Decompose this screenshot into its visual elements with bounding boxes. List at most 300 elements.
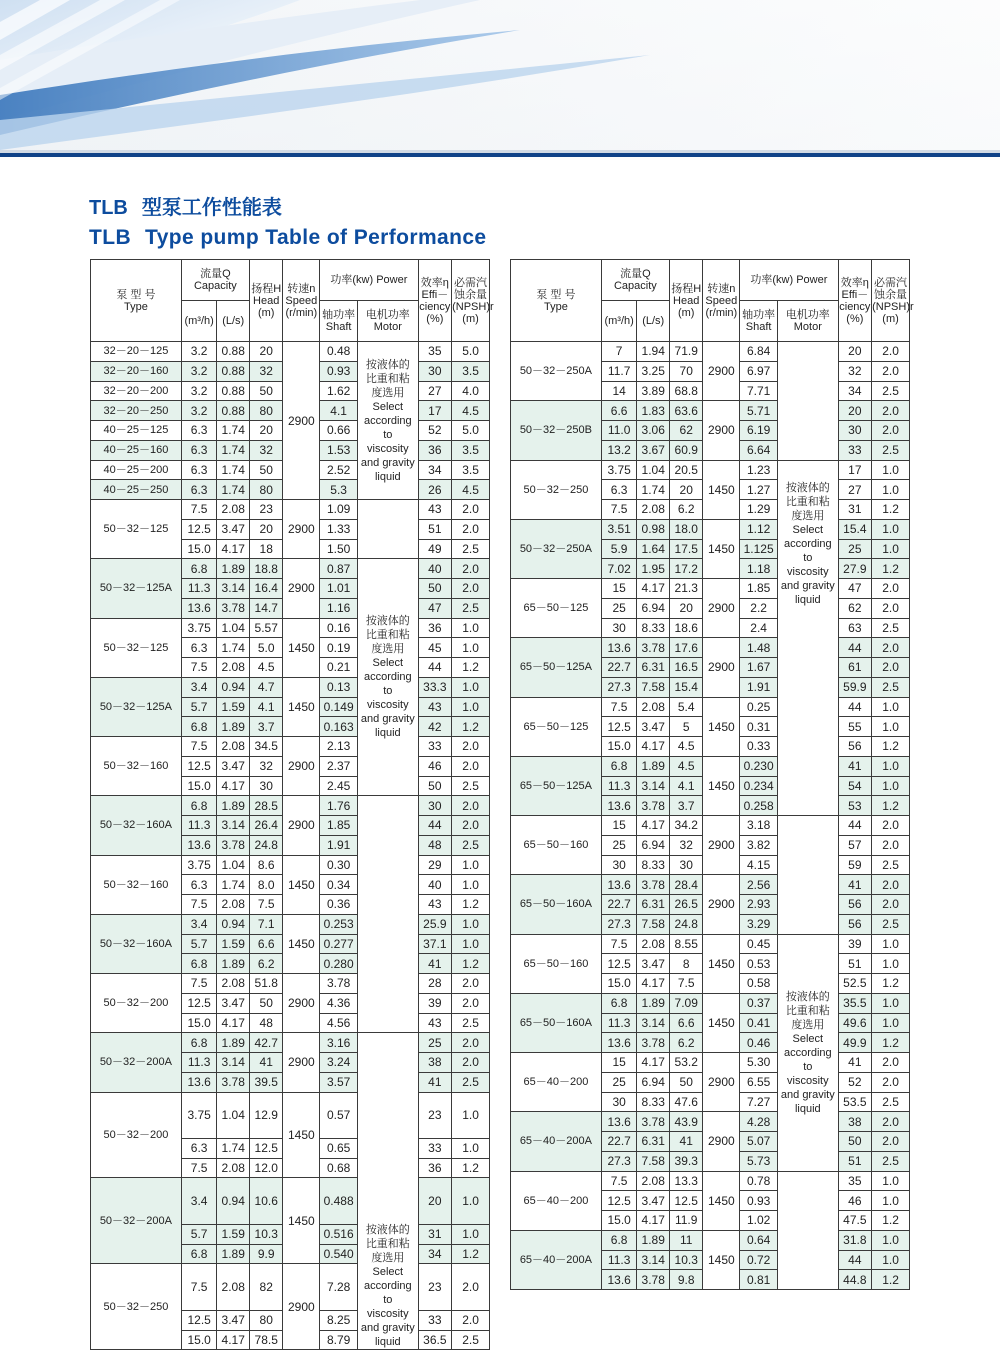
header-capacity: 流量Q Capacity xyxy=(181,260,249,301)
shaft-power: 1.01 xyxy=(320,579,358,599)
npsh-value: 1.2 xyxy=(872,796,910,816)
efficiency-value: 17 xyxy=(838,460,872,480)
capacity-ls: 2.08 xyxy=(217,1158,249,1178)
shaft-power: 1.85 xyxy=(320,816,358,836)
shaft-power: 0.33 xyxy=(740,737,778,757)
capacity-m3h: 6.3 xyxy=(181,421,217,441)
efficiency-value: 46 xyxy=(838,1191,872,1211)
header-capacity: 流量Q Capacity xyxy=(601,260,669,301)
header-efficiency: 效率η Effi－ ciency (%) xyxy=(838,260,872,342)
npsh-value: 2.5 xyxy=(872,440,910,460)
head-value: 50 xyxy=(249,460,283,480)
shaft-power: 7.28 xyxy=(320,1264,358,1310)
capacity-ls: 4.17 xyxy=(217,776,249,796)
table-row xyxy=(91,500,490,520)
capacity-ls: 3.06 xyxy=(637,421,669,441)
npsh-value: 1.0 xyxy=(452,618,490,638)
capacity-ls: 7.58 xyxy=(637,677,669,697)
efficiency-value: 25 xyxy=(418,1033,452,1053)
shaft-power: 0.30 xyxy=(320,855,358,875)
npsh-value: 2.0 xyxy=(872,598,910,618)
efficiency-value: 44 xyxy=(838,1250,872,1270)
head-value: 18.6 xyxy=(669,618,703,638)
capacity-ls: 0.94 xyxy=(217,1178,249,1224)
head-value: 26.5 xyxy=(669,895,703,915)
capacity-m3h: 15.0 xyxy=(181,776,217,796)
efficiency-value: 39 xyxy=(418,993,452,1013)
head-value: 7.1 xyxy=(249,914,283,934)
head-value: 4.5 xyxy=(249,658,283,678)
shaft-power: 0.149 xyxy=(320,697,358,717)
capacity-m3h: 13.6 xyxy=(601,796,637,816)
efficiency-value: 36 xyxy=(418,1158,452,1178)
efficiency-value: 42 xyxy=(418,717,452,737)
npsh-value: 1.0 xyxy=(452,855,490,875)
capacity-m3h: 27.3 xyxy=(601,677,637,697)
capacity-ls: 3.78 xyxy=(637,875,669,895)
pump-type: 50－32－125A xyxy=(91,559,182,618)
pump-type: 65－50－125A xyxy=(511,756,602,815)
npsh-value: 1.0 xyxy=(872,1230,910,1250)
pump-type: 50－32－250A xyxy=(511,342,602,401)
npsh-value: 1.2 xyxy=(452,954,490,974)
efficiency-value: 33 xyxy=(418,1138,452,1158)
head-value: 20.5 xyxy=(669,460,703,480)
head-value: 63.6 xyxy=(669,401,703,421)
capacity-ls: 3.67 xyxy=(637,440,669,460)
head-value: 16.5 xyxy=(669,658,703,678)
head-value: 20 xyxy=(249,519,283,539)
head-value: 9.8 xyxy=(669,1270,703,1290)
capacity-m3h: 15.0 xyxy=(601,1211,637,1231)
capacity-m3h: 22.7 xyxy=(601,1132,637,1152)
header-motor: 电机功率 Motor xyxy=(358,301,419,342)
efficiency-value: 46 xyxy=(418,756,452,776)
shaft-power: 2.13 xyxy=(320,737,358,757)
shaft-power: 3.24 xyxy=(320,1053,358,1073)
speed-value: 1450 xyxy=(703,1230,740,1289)
npsh-value: 2.5 xyxy=(452,1013,490,1033)
pump-type: 50－32－125A xyxy=(91,677,182,736)
table-row xyxy=(511,816,910,836)
motor-power xyxy=(778,1171,839,1290)
capacity-ls: 3.78 xyxy=(637,1033,669,1053)
efficiency-value: 29 xyxy=(418,855,452,875)
pump-type: 65－50－160A xyxy=(511,875,602,934)
head-value: 10.6 xyxy=(249,1178,283,1224)
capacity-m3h: 6.3 xyxy=(181,638,217,658)
efficiency-value: 31 xyxy=(418,1224,452,1244)
efficiency-value: 41 xyxy=(838,875,872,895)
speed-value: 1450 xyxy=(703,934,740,993)
shaft-power: 1.18 xyxy=(740,559,778,579)
capacity-m3h: 6.3 xyxy=(181,460,217,480)
shaft-power: 0.58 xyxy=(740,974,778,994)
capacity-m3h: 13.6 xyxy=(601,875,637,895)
head-value: 16.4 xyxy=(249,579,283,599)
capacity-m3h: 12.5 xyxy=(601,954,637,974)
capacity-m3h: 15.0 xyxy=(181,1330,217,1350)
capacity-m3h: 12.5 xyxy=(181,1310,217,1330)
head-value: 23 xyxy=(249,500,283,520)
npsh-value: 3.5 xyxy=(452,361,490,381)
capacity-m3h: 22.7 xyxy=(601,658,637,678)
shaft-power: 0.277 xyxy=(320,934,358,954)
efficiency-value: 52 xyxy=(418,421,452,441)
head-value: 4.5 xyxy=(669,756,703,776)
head-value: 50 xyxy=(249,381,283,401)
head-value: 12.5 xyxy=(669,1191,703,1211)
npsh-value: 4.5 xyxy=(452,401,490,421)
performance-table-left xyxy=(90,259,494,1350)
npsh-value: 2.0 xyxy=(452,993,490,1013)
capacity-ls: 3.78 xyxy=(217,598,249,618)
header-efficiency: 效率η Effi－ ciency (%) xyxy=(418,260,452,342)
npsh-value: 1.0 xyxy=(452,1138,490,1158)
pump-type: 50－32－160 xyxy=(91,855,182,914)
efficiency-value: 20 xyxy=(418,1178,452,1224)
npsh-value: 1.2 xyxy=(452,717,490,737)
npsh-value: 1.0 xyxy=(872,519,910,539)
shaft-power: 1.16 xyxy=(320,598,358,618)
table-row xyxy=(511,756,910,776)
capacity-ls: 1.74 xyxy=(217,480,249,500)
shaft-power: 4.1 xyxy=(320,401,358,421)
efficiency-value: 44.8 xyxy=(838,1270,872,1290)
capacity-ls: 3.47 xyxy=(217,1310,249,1330)
speed-value: 1450 xyxy=(703,756,740,815)
capacity-m3h: 30 xyxy=(601,618,637,638)
shaft-power: 8.25 xyxy=(320,1310,358,1330)
npsh-value: 1.0 xyxy=(872,776,910,796)
efficiency-value: 32 xyxy=(838,361,872,381)
efficiency-value: 34 xyxy=(418,460,452,480)
speed-value: 1450 xyxy=(283,855,320,914)
capacity-ls: 1.89 xyxy=(217,717,249,737)
capacity-ls: 1.04 xyxy=(217,1092,249,1138)
shaft-power: 0.230 xyxy=(740,756,778,776)
pump-type: 50－32－250B xyxy=(511,401,602,460)
pump-type: 40－25－160 xyxy=(91,440,182,460)
npsh-value: 1.0 xyxy=(872,460,910,480)
header-capacity-m3h: (m³/h) xyxy=(181,301,217,342)
head-value: 9.9 xyxy=(249,1244,283,1264)
shaft-power: 0.31 xyxy=(740,717,778,737)
head-value: 41 xyxy=(249,1053,283,1073)
capacity-ls: 3.14 xyxy=(217,816,249,836)
head-value: 5.0 xyxy=(249,638,283,658)
head-value: 34.2 xyxy=(669,816,703,836)
capacity-m3h: 6.8 xyxy=(181,559,217,579)
shaft-power: 2.56 xyxy=(740,875,778,895)
npsh-value: 2.5 xyxy=(872,855,910,875)
speed-value: 2900 xyxy=(283,974,320,1033)
speed-value: 1450 xyxy=(283,677,320,736)
shaft-power: 1.29 xyxy=(740,500,778,520)
speed-value: 2900 xyxy=(703,579,740,638)
head-value: 14.7 xyxy=(249,598,283,618)
npsh-value: 1.0 xyxy=(872,1191,910,1211)
npsh-value: 2.0 xyxy=(872,1112,910,1132)
npsh-value: 1.0 xyxy=(452,1178,490,1224)
table-row xyxy=(511,342,910,362)
pump-type: 65－50－160A xyxy=(511,993,602,1052)
efficiency-value: 47.5 xyxy=(838,1211,872,1231)
capacity-ls: 1.04 xyxy=(217,855,249,875)
shaft-power: 0.81 xyxy=(740,1270,778,1290)
efficiency-value: 30 xyxy=(418,796,452,816)
npsh-value: 2.5 xyxy=(872,1092,910,1112)
capacity-ls: 3.14 xyxy=(637,1250,669,1270)
head-value: 20 xyxy=(249,342,283,362)
table-row xyxy=(91,559,490,579)
capacity-m3h: 7.5 xyxy=(181,1158,217,1178)
speed-value: 2900 xyxy=(283,737,320,796)
head-value: 42.7 xyxy=(249,1033,283,1053)
header-speed: 转速n Speed (r/min) xyxy=(283,260,320,342)
efficiency-value: 53.5 xyxy=(838,1092,872,1112)
capacity-m3h: 5.9 xyxy=(601,539,637,559)
capacity-m3h: 30 xyxy=(601,855,637,875)
head-value: 32 xyxy=(249,756,283,776)
shaft-power: 5.71 xyxy=(740,401,778,421)
npsh-value: 1.0 xyxy=(872,756,910,776)
efficiency-value: 17 xyxy=(418,401,452,421)
npsh-value: 1.0 xyxy=(872,934,910,954)
head-value: 39.5 xyxy=(249,1072,283,1092)
head-value: 3.7 xyxy=(249,717,283,737)
capacity-m3h: 6.8 xyxy=(181,1033,217,1053)
capacity-ls: 4.17 xyxy=(637,816,669,836)
shaft-power: 5.73 xyxy=(740,1151,778,1171)
capacity-ls: 4.17 xyxy=(637,1053,669,1073)
efficiency-value: 48 xyxy=(418,835,452,855)
capacity-ls: 0.88 xyxy=(217,361,249,381)
capacity-ls: 1.64 xyxy=(637,539,669,559)
table-row xyxy=(91,1092,490,1138)
shaft-power: 7.27 xyxy=(740,1092,778,1112)
head-value: 4.1 xyxy=(669,776,703,796)
capacity-ls: 4.17 xyxy=(637,974,669,994)
header-npsh: 必需汽 蚀余量 (NPSH)r (m) xyxy=(452,260,490,342)
capacity-ls: 4.17 xyxy=(217,1013,249,1033)
pump-type: 50－32－250 xyxy=(511,460,602,519)
capacity-m3h: 15.0 xyxy=(181,539,217,559)
capacity-m3h: 15 xyxy=(601,579,637,599)
capacity-ls: 0.88 xyxy=(217,342,249,362)
capacity-m3h: 13.6 xyxy=(601,1033,637,1053)
capacity-ls: 1.83 xyxy=(637,401,669,421)
shaft-power: 5.30 xyxy=(740,1053,778,1073)
efficiency-value: 20 xyxy=(838,401,872,421)
capacity-ls: 1.95 xyxy=(637,559,669,579)
capacity-m3h: 13.6 xyxy=(601,638,637,658)
capacity-m3h: 15.0 xyxy=(601,737,637,757)
speed-value: 2900 xyxy=(703,1053,740,1112)
title-english-text: Type pump Table of Performance xyxy=(145,226,487,249)
efficiency-value: 44 xyxy=(838,816,872,836)
capacity-ls: 1.74 xyxy=(217,440,249,460)
capacity-m3h: 3.75 xyxy=(181,618,217,638)
efficiency-value: 47 xyxy=(418,598,452,618)
efficiency-value: 33.3 xyxy=(418,677,452,697)
efficiency-value: 59 xyxy=(838,855,872,875)
shaft-power: 0.41 xyxy=(740,1013,778,1033)
head-value: 8.6 xyxy=(249,855,283,875)
capacity-m3h: 13.2 xyxy=(601,440,637,460)
capacity-ls: 6.31 xyxy=(637,658,669,678)
head-value: 12.5 xyxy=(249,1138,283,1158)
pump-type: 65－40－200 xyxy=(511,1053,602,1112)
capacity-ls: 3.14 xyxy=(637,776,669,796)
capacity-ls: 0.94 xyxy=(217,677,249,697)
npsh-value: 5.0 xyxy=(452,421,490,441)
npsh-value: 4.5 xyxy=(452,480,490,500)
efficiency-value: 20 xyxy=(838,342,872,362)
head-value: 18.0 xyxy=(669,519,703,539)
npsh-value: 2.5 xyxy=(452,776,490,796)
table-row xyxy=(91,737,490,757)
head-value: 70 xyxy=(669,361,703,381)
pump-type: 40－25－250 xyxy=(91,480,182,500)
npsh-value: 2.5 xyxy=(872,618,910,638)
head-value: 32 xyxy=(249,361,283,381)
shaft-power: 2.4 xyxy=(740,618,778,638)
shaft-power: 2.52 xyxy=(320,460,358,480)
head-value: 5.4 xyxy=(669,697,703,717)
efficiency-value: 23 xyxy=(418,1264,452,1310)
table-row xyxy=(511,638,910,658)
efficiency-value: 44 xyxy=(838,697,872,717)
head-value: 15.4 xyxy=(669,677,703,697)
capacity-ls: 0.94 xyxy=(217,914,249,934)
head-value: 39.3 xyxy=(669,1151,703,1171)
efficiency-value: 38 xyxy=(838,1112,872,1132)
npsh-value: 1.0 xyxy=(872,697,910,717)
npsh-value: 1.0 xyxy=(872,954,910,974)
pump-type: 50－32－200A xyxy=(91,1033,182,1092)
capacity-m3h: 11.0 xyxy=(601,421,637,441)
capacity-ls: 3.47 xyxy=(637,717,669,737)
speed-value: 2900 xyxy=(703,1112,740,1171)
shaft-power: 6.97 xyxy=(740,361,778,381)
speed-value: 1450 xyxy=(283,1092,320,1178)
head-value: 8 xyxy=(669,954,703,974)
table-row xyxy=(511,1053,910,1073)
efficiency-value: 40 xyxy=(418,559,452,579)
capacity-m3h: 12.5 xyxy=(181,519,217,539)
header-type: 泵 型 号 Type xyxy=(511,260,602,342)
capacity-ls: 2.08 xyxy=(217,895,249,915)
head-value: 8.0 xyxy=(249,875,283,895)
npsh-value: 1.0 xyxy=(872,993,910,1013)
head-value: 5.57 xyxy=(249,618,283,638)
head-value: 17.5 xyxy=(669,539,703,559)
efficiency-value: 37.1 xyxy=(418,934,452,954)
capacity-m3h: 7.5 xyxy=(181,500,217,520)
npsh-value: 1.2 xyxy=(872,1033,910,1053)
shaft-power: 2.37 xyxy=(320,756,358,776)
speed-value: 2900 xyxy=(703,401,740,460)
capacity-ls: 3.78 xyxy=(637,1112,669,1132)
capacity-m3h: 13.6 xyxy=(181,835,217,855)
npsh-value: 1.0 xyxy=(452,1224,490,1244)
shaft-power: 3.82 xyxy=(740,835,778,855)
pump-type: 40－25－125 xyxy=(91,421,182,441)
npsh-value: 2.0 xyxy=(452,559,490,579)
capacity-ls: 6.94 xyxy=(637,835,669,855)
capacity-m3h: 7.02 xyxy=(601,559,637,579)
head-value: 12.9 xyxy=(249,1092,283,1138)
npsh-value: 2.0 xyxy=(872,816,910,836)
shaft-power: 0.64 xyxy=(740,1230,778,1250)
capacity-ls: 3.47 xyxy=(217,993,249,1013)
capacity-m3h: 5.7 xyxy=(181,697,217,717)
shaft-power: 0.53 xyxy=(740,954,778,974)
efficiency-value: 30 xyxy=(418,361,452,381)
efficiency-value: 59.9 xyxy=(838,677,872,697)
speed-value: 1450 xyxy=(703,697,740,756)
table-row xyxy=(511,875,910,895)
capacity-m3h: 6.8 xyxy=(181,796,217,816)
capacity-ls: 1.74 xyxy=(217,460,249,480)
npsh-value: 2.0 xyxy=(872,835,910,855)
head-value: 32 xyxy=(249,440,283,460)
capacity-ls: 6.31 xyxy=(637,1132,669,1152)
npsh-value: 2.0 xyxy=(872,875,910,895)
shaft-power: 0.72 xyxy=(740,1250,778,1270)
head-value: 51.8 xyxy=(249,974,283,994)
npsh-value: 1.2 xyxy=(872,1211,910,1231)
capacity-ls: 1.74 xyxy=(637,480,669,500)
capacity-m3h: 12.5 xyxy=(181,756,217,776)
shaft-power: 0.21 xyxy=(320,658,358,678)
efficiency-value: 56 xyxy=(838,895,872,915)
efficiency-value: 49 xyxy=(418,539,452,559)
head-value: 4.1 xyxy=(249,697,283,717)
efficiency-value: 15.4 xyxy=(838,519,872,539)
head-value: 62 xyxy=(669,421,703,441)
header-capacity-ls: (L/s) xyxy=(637,301,669,342)
efficiency-value: 36.5 xyxy=(418,1330,452,1350)
pump-type: 40－25－200 xyxy=(91,460,182,480)
capacity-m3h: 6.3 xyxy=(601,480,637,500)
capacity-ls: 1.04 xyxy=(217,618,249,638)
efficiency-value: 28 xyxy=(418,974,452,994)
head-value: 10.3 xyxy=(249,1224,283,1244)
header-speed: 转速n Speed (r/min) xyxy=(703,260,740,342)
shaft-power: 5.07 xyxy=(740,1132,778,1152)
npsh-value: 1.0 xyxy=(872,539,910,559)
npsh-value: 2.5 xyxy=(872,381,910,401)
npsh-value: 2.0 xyxy=(872,361,910,381)
capacity-ls: 1.04 xyxy=(637,460,669,480)
npsh-value: 1.0 xyxy=(872,1250,910,1270)
table-row xyxy=(91,796,490,816)
shaft-power: 2.2 xyxy=(740,598,778,618)
shaft-power: 1.85 xyxy=(740,579,778,599)
npsh-value: 2.5 xyxy=(872,914,910,934)
motor-power xyxy=(358,796,419,1033)
capacity-m3h: 3.75 xyxy=(181,855,217,875)
capacity-m3h: 7.5 xyxy=(181,974,217,994)
table-row xyxy=(511,697,910,717)
shaft-power: 6.84 xyxy=(740,342,778,362)
shaft-power: 8.79 xyxy=(320,1330,358,1350)
speed-value: 1450 xyxy=(283,618,320,677)
head-value: 6.6 xyxy=(669,1013,703,1033)
shaft-power: 1.27 xyxy=(740,480,778,500)
